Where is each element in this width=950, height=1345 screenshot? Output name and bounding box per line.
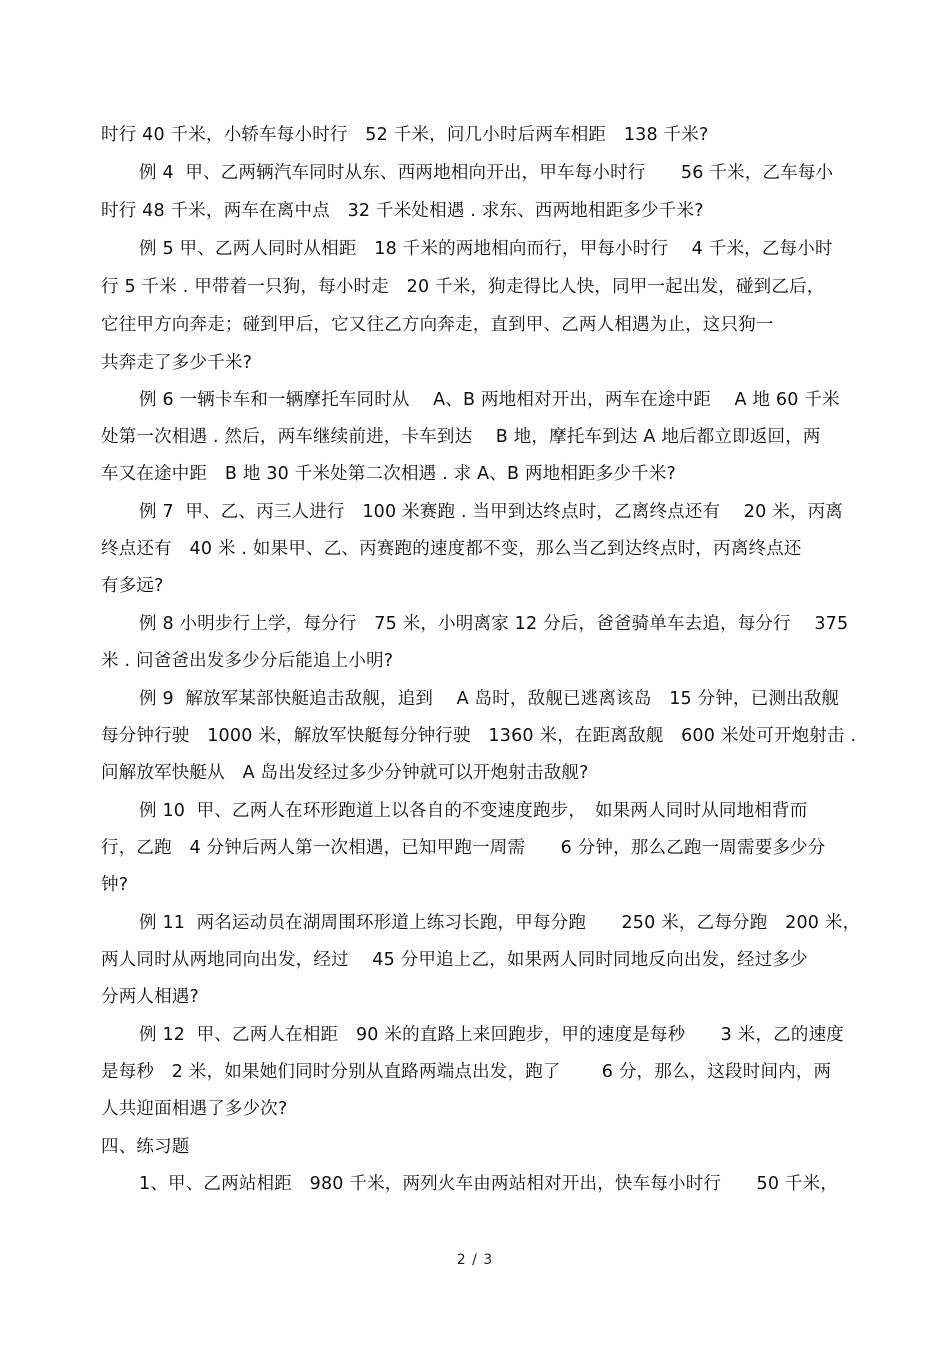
text-line: 问解放军快艇从 A 岛出发经过多少分钟就可以开炮射击敌舰? <box>101 763 589 783</box>
text-line: 终点还有 40 米 . 如果甲、乙、丙赛跑的速度都不变，那么当乙到达终点时，丙离终点还 <box>101 539 802 559</box>
text-line: 例 7 甲、乙、丙三人进行 100 米赛跑 . 当甲到达终点时，乙离终点还有 20 米，丙离 <box>139 502 843 522</box>
text-line: 它往甲方向奔走；碰到甲后，它又往乙方向奔走，直到甲、乙两人相遇为止，这只狗一 <box>101 315 774 335</box>
text-line: 例 11 两名运动员在湖周围环形道上练习长跑，甲每分跑 250 米，乙每分跑 200 米， <box>139 913 861 933</box>
text-line: 例 9 解放军某部快艇追击敌舰，追到 A 岛时，敌舰已逃离该岛 15 分钟，已测出敌舰 <box>139 689 840 709</box>
text-line: 例 8 小明步行上学，每分行 75 米，小明离家 12 分后，爸爸骑单车去追，每分行 375 <box>139 614 849 634</box>
text-line: 例 6 一辆卡车和一辆摩托车同时从 A、B 两地相对开出，两车在途中距 A 地 60 千米 <box>139 390 840 410</box>
text-line: 例 10 甲、乙两人在环形跑道上以各自的不变速度跑步， 如果两人同时从同地相背而 <box>139 801 808 821</box>
text-line: 分两人相遇? <box>101 987 199 1007</box>
text-line: 每分钟行驶 1000 米，解放军快艇每分钟行驶 1360 米，在距离敌舰 600 米处可开炮射击 . <box>101 726 857 746</box>
text-line: 有多远? <box>101 576 164 596</box>
text-line: 车又在途中距 B 地 30 千米处第二次相遇 . 求 A、B 两地相距多少千米? <box>101 464 677 484</box>
text-line: 例 4 甲、乙两辆汽车同时从东、西两地相向开出，甲车每小时行 56 千米，乙车每小 <box>139 163 834 183</box>
text-line: 共奔走了多少千米? <box>101 353 253 373</box>
text-line: 时行 48 千米，两车在离中点 32 千米处相遇 . 求东、西两地相距多少千米? <box>101 201 704 221</box>
text-line: 例 12 甲、乙两人在相距 90 米的直路上来回跑步，甲的速度是每秒 3 米，乙的速度 <box>139 1025 844 1045</box>
text-line: 时行 40 千米，小轿车每小时行 52 千米，问几小时后两车相距 138 千米? <box>101 125 709 145</box>
text-line: 两人同时从两地同向出发，经过 45 分甲追上乙，如果两人同时同地反向出发，经过多少 <box>101 950 808 970</box>
text-line: 人共迎面相遇了多少次? <box>101 1099 288 1119</box>
text-line: 例 5 甲、乙两人同时从相距 18 千米的两地相向而行，甲每小时行 4 千米，乙每小时 <box>139 239 833 259</box>
text-line: 1、甲、乙两站相距 980 千米，两列火车由两站相对开出，快车每小时行 50 千米， <box>139 1174 839 1194</box>
text-line: 钟? <box>101 875 129 895</box>
text-line: 行 5 千米 . 甲带着一只狗，每小时走 20 千米，狗走得比人快，同甲一起出发，碰到乙后， <box>101 277 825 297</box>
page-number: 2 / 3 <box>456 1252 494 1268</box>
section-heading: 四、练习题 <box>101 1137 190 1157</box>
text-line: 行，乙跑 4 分钟后两人第一次相遇，已知甲跑一周需 6 分钟，那么乙跑一周需要多少分 <box>101 838 826 858</box>
text-line: 是每秒 2 米，如果她们同时分别从直路两端点出发，跑了 6 分，那么，这段时间内，两 <box>101 1062 832 1082</box>
text-line: 米 . 问爸爸出发多少分后能追上小明? <box>101 651 394 671</box>
text-line: 处第一次相遇 . 然后，两车继续前进，卡车到达 B 地，摩托车到达 A 地后都立即返回，两 <box>101 427 821 447</box>
